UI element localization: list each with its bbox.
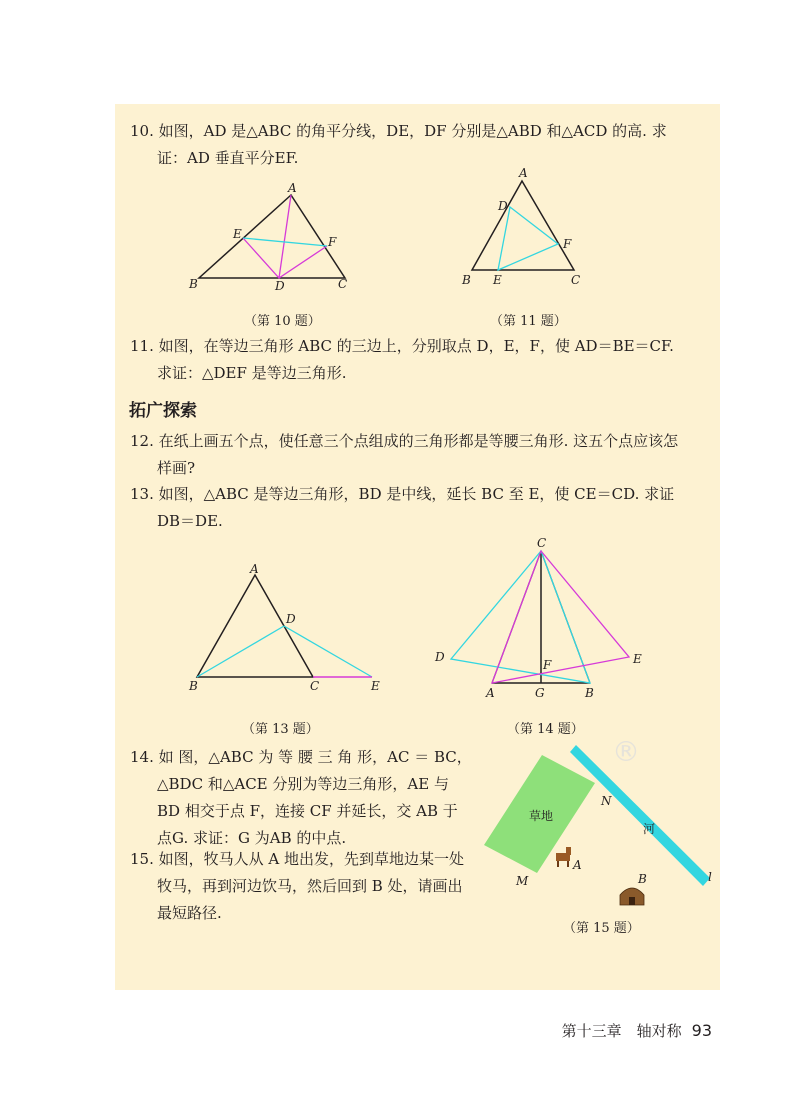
segment-de xyxy=(284,626,372,677)
label-f: F xyxy=(543,658,552,672)
problem-text: 如图，牧马人从 A 地出发，先到草地边某一处 xyxy=(158,850,465,868)
problem-text: 在纸上画五个点，使任意三个点组成的三角形都是等腰三角形. 这五个点应该怎 xyxy=(158,432,679,450)
problem-14 xyxy=(130,744,472,852)
figure-10 xyxy=(185,180,360,295)
segment-bd xyxy=(197,626,284,677)
problem-number: 13. xyxy=(130,485,154,503)
segment-ad xyxy=(279,195,291,278)
triangle-abc xyxy=(472,181,574,270)
label-b: B xyxy=(585,686,594,700)
problem-text: 如 图，△ABC 为 等 腰 三 角 形，AC ＝ BC， xyxy=(158,748,472,766)
page-number: 93 xyxy=(691,1021,712,1040)
problem-number: 14. xyxy=(130,748,154,766)
figure-14 xyxy=(430,533,655,703)
label-d: D xyxy=(498,199,508,213)
problem-text: 如图，在等边三角形 ABC 的三边上，分别取点 D，E，F，使 AD＝BE＝CF. xyxy=(158,337,674,355)
grass-label: 草地 xyxy=(529,809,554,823)
label-e: E xyxy=(633,652,642,666)
problem-text: 如图，AD 是△ABC 的角平分线，DE，DF 分别是△ABD 和△ACD 的高. 求 xyxy=(158,122,667,140)
label-f: F xyxy=(328,235,337,249)
label-a: A xyxy=(519,166,528,180)
caption-fig10: （第 10 题） xyxy=(244,314,321,329)
chapter-title: 第十三章 轴对称 xyxy=(561,1022,682,1040)
triangle-ace xyxy=(492,551,629,683)
problem-text: 求证：△DEF 是等边三角形. xyxy=(157,364,347,382)
problem-text: BD 相交于点 F，连接 CF 并延长，交 AB 于 xyxy=(157,802,458,820)
problem-number: 15. xyxy=(130,850,154,868)
triangle-def xyxy=(498,207,558,270)
label-g: G xyxy=(535,686,545,700)
caption-fig15: （第 15 题） xyxy=(563,921,640,936)
label-b: B xyxy=(462,273,471,287)
label-f: F xyxy=(563,237,572,251)
river-label: 河 xyxy=(643,822,656,836)
triangle-abc xyxy=(199,195,345,278)
segments-de-df xyxy=(243,238,327,278)
caption-fig14: （第 14 题） xyxy=(507,722,584,737)
figure-11 xyxy=(455,165,590,290)
label-d: D xyxy=(286,612,296,626)
figure-13 xyxy=(185,560,390,695)
yurt-icon xyxy=(620,888,644,905)
label-n: N xyxy=(601,794,612,808)
label-a: A xyxy=(573,858,582,872)
triangle-bdc xyxy=(451,551,590,683)
label-d: D xyxy=(275,279,285,293)
problem-number: 10. xyxy=(130,122,154,140)
problem-11 xyxy=(130,333,674,387)
problem-text: △BDC 和△ACE 分别为等边三角形，AE 与 xyxy=(157,775,449,793)
registered-mark: ® xyxy=(612,735,640,768)
problem-13 xyxy=(130,481,674,535)
label-c: C xyxy=(338,277,348,291)
section-title: 拓广探索 xyxy=(129,401,197,421)
label-b: B xyxy=(189,679,198,693)
problem-text: 样画? xyxy=(157,459,196,477)
label-b: B xyxy=(638,872,647,886)
triangle-abc xyxy=(197,575,313,677)
label-m: M xyxy=(516,874,529,888)
label-a: A xyxy=(288,181,297,195)
problem-text: DB＝DE. xyxy=(157,512,223,530)
figure-15 xyxy=(480,745,720,920)
label-d: D xyxy=(435,650,445,664)
label-c: C xyxy=(310,679,320,693)
problem-15 xyxy=(130,846,464,927)
label-e: E xyxy=(371,679,380,693)
problem-text: 如图，△ABC 是等边三角形，BD 是中线，延长 BC 至 E，使 CE＝CD. 求证 xyxy=(158,485,675,503)
label-e: E xyxy=(493,273,502,287)
label-a: A xyxy=(486,686,495,700)
label-l: l xyxy=(708,870,712,884)
horse-icon xyxy=(556,847,571,867)
problem-text: 最短路径. xyxy=(157,904,222,922)
page-footer xyxy=(562,1020,712,1041)
caption-fig13: （第 13 题） xyxy=(242,722,319,737)
problem-number: 11. xyxy=(130,337,154,355)
label-c: C xyxy=(571,273,581,287)
problem-text: 证：AD 垂直平分EF. xyxy=(157,149,299,167)
label-b: B xyxy=(189,277,198,291)
problem-12 xyxy=(130,428,678,482)
problem-text: 牧马，再到河边饮马，然后回到 B 处，请画出 xyxy=(157,877,463,895)
problem-number: 12. xyxy=(130,432,154,450)
problem-text: 点G. 求证：G 为AB 的中点. xyxy=(157,829,347,847)
caption-fig11: （第 11 题） xyxy=(490,314,567,329)
label-c: C xyxy=(537,536,547,550)
problem-10 xyxy=(130,118,667,172)
river xyxy=(570,745,710,886)
label-a: A xyxy=(250,562,259,576)
label-e: E xyxy=(233,227,242,241)
